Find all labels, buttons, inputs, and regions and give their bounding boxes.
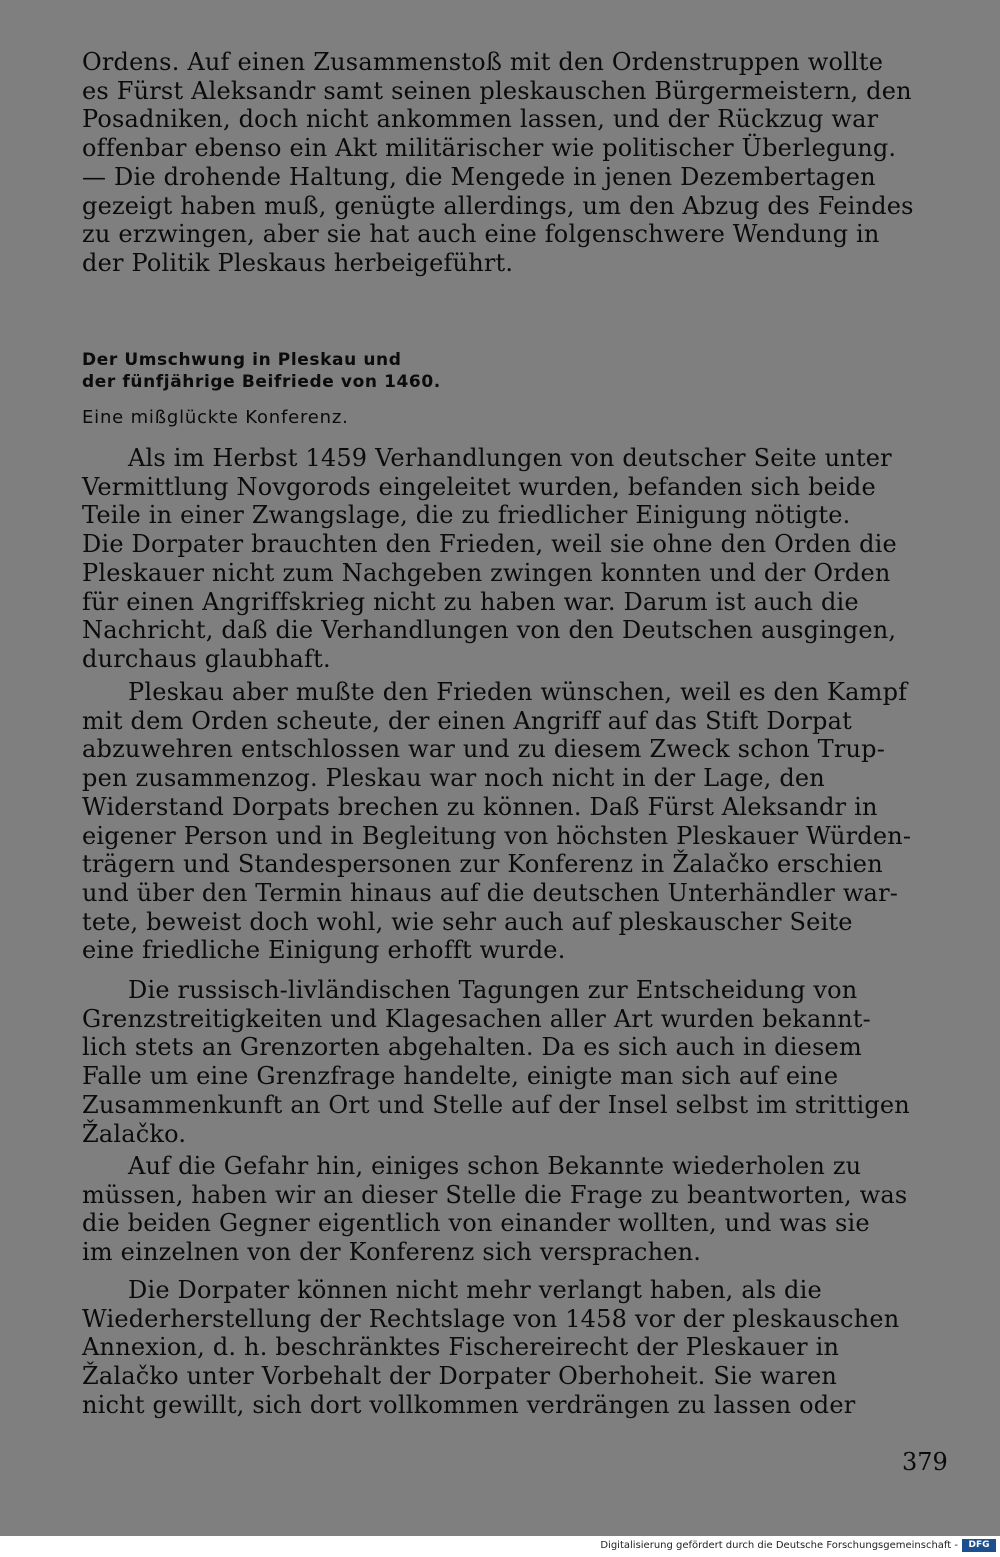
text-line: zu erzwingen, aber sie hat auch eine folgenschwere Wendung in xyxy=(82,220,880,249)
text-line: und über den Termin hinaus auf die deutschen Unterhändler war- xyxy=(82,878,899,907)
text-line: Nachricht, daß die Verhandlungen von den Deutschen ausgingen, xyxy=(82,616,897,645)
text-line: Pleskauer nicht zum Nachgeben zwingen konnten und der Orden xyxy=(82,558,891,587)
text-line: nicht gewillt, sich dort vollkommen verdrängen zu lassen oder xyxy=(82,1390,856,1419)
text-line: durchaus glaubhaft. xyxy=(82,644,331,673)
section-subheading: Eine mißglückte Konferenz. xyxy=(82,407,349,428)
text-line: tete, beweist doch wohl, wie sehr auch auf pleskauscher Seite xyxy=(82,907,853,936)
text-line: eigener Person und in Begleitung von höchsten Pleskauer Würden- xyxy=(82,821,912,850)
text-line: — Die drohende Haltung, die Mengede in jenen Dezembertagen xyxy=(82,162,876,191)
text-line: Widerstand Dorpats brechen zu können. Daß Fürst Aleksandr in xyxy=(82,792,878,821)
text-line: im einzelnen von der Konferenz sich versprachen. xyxy=(82,1238,702,1267)
text-line: Als im Herbst 1459 Verhandlungen von deutscher Seite unter xyxy=(128,444,892,472)
text-line: Wiederherstellung der Rechtslage von 1458 vor der pleskauschen xyxy=(82,1304,900,1333)
text-line: Die Dorpater brauchten den Frieden, weil sie ohne den Orden die xyxy=(82,530,897,559)
paragraph-5 xyxy=(82,1152,942,1267)
page-number: 379 xyxy=(902,1448,948,1476)
text-line: Pleskau aber mußte den Frieden wünschen, weil es den Kampf xyxy=(128,678,908,706)
text-line: es Fürst Aleksandr samt seinen pleskauschen Bürgermeistern, den xyxy=(82,76,912,105)
text-line: Vermittlung Novgorods eingeleitet wurden, befanden sich beide xyxy=(82,472,876,501)
dfg-logo-icon: DFG xyxy=(962,1539,996,1552)
text-line: Annexion, d. h. beschränktes Fischereirecht der Pleskauer in xyxy=(82,1333,840,1362)
footer-credit-text: Digitalisierung gefördert durch die Deutsche Forschungsgemeinschaft - xyxy=(600,1540,958,1551)
text-line: Ordens. Auf einen Zusammenstoß mit den Ordenstruppen wollte xyxy=(82,48,884,76)
text-line: eine friedliche Einigung erhofft wurde. xyxy=(82,936,566,965)
text-line: Falle um eine Grenzfrage handelte, einigte man sich auf eine xyxy=(82,1062,839,1091)
text-line: lich stets an Grenzorten abgehalten. Da es sich auch in diesem xyxy=(82,1033,862,1062)
text-line: pen zusammenzog. Pleskau war noch nicht in der Lage, den xyxy=(82,764,825,793)
text-line: Teile in einer Zwangslage, die zu friedlicher Einigung nötigte. xyxy=(82,501,851,530)
text-line: abzuwehren entschlossen war und zu diesem Zweck schon Trup- xyxy=(82,735,886,764)
text-line: Auf die Gefahr hin, einiges schon Bekannte wiederholen zu xyxy=(128,1152,862,1180)
paragraph-4 xyxy=(82,976,942,1148)
paragraph-6 xyxy=(82,1276,942,1420)
text-line: Posadniken, doch nicht ankommen lassen, und der Rückzug war xyxy=(82,105,879,134)
paragraph-2 xyxy=(82,444,942,674)
text-line: gezeigt haben muß, genügte allerdings, um den Abzug des Feindes xyxy=(82,191,914,220)
section-heading-line-2: der fünfjährige Beifriede von 1460. xyxy=(82,372,441,392)
text-line: müssen, haben wir an dieser Stelle die Frage zu beantworten, was xyxy=(82,1180,908,1209)
digitization-footer xyxy=(0,1536,1000,1557)
text-line: offenbar ebenso ein Akt militärischer wie politischer Überlegung. xyxy=(82,134,897,163)
text-line: mit dem Orden scheute, der einen Angriff auf das Stift Dorpat xyxy=(82,706,852,735)
section-heading-line-1: Der Umschwung in Pleskau und xyxy=(82,350,402,370)
text-line: Žalačko. xyxy=(82,1119,187,1148)
text-line: die beiden Gegner eigentlich von einander wollten, und was sie xyxy=(82,1209,870,1238)
text-line: Grenzstreitigkeiten und Klagesachen aller Art wurden bekannt- xyxy=(82,1004,871,1033)
text-line: Zusammenkunft an Ort und Stelle auf der Insel selbst im strittigen xyxy=(82,1090,910,1119)
paragraph-3 xyxy=(82,678,942,965)
section-heading xyxy=(82,349,441,393)
text-line: Die russisch-livländischen Tagungen zur Entscheidung von xyxy=(128,976,858,1004)
text-line: der Politik Pleskaus herbeigeführt. xyxy=(82,248,514,277)
text-line: trägern und Standespersonen zur Konferenz in Žalačko erschien xyxy=(82,850,883,879)
text-line: Žalačko unter Vorbehalt der Dorpater Oberhoheit. Sie waren xyxy=(82,1362,838,1391)
text-line: Die Dorpater können nicht mehr verlangt haben, als die xyxy=(128,1276,822,1304)
paragraph-1 xyxy=(82,48,942,278)
text-line: für einen Angriffskrieg nicht zu haben war. Darum ist auch die xyxy=(82,587,859,616)
